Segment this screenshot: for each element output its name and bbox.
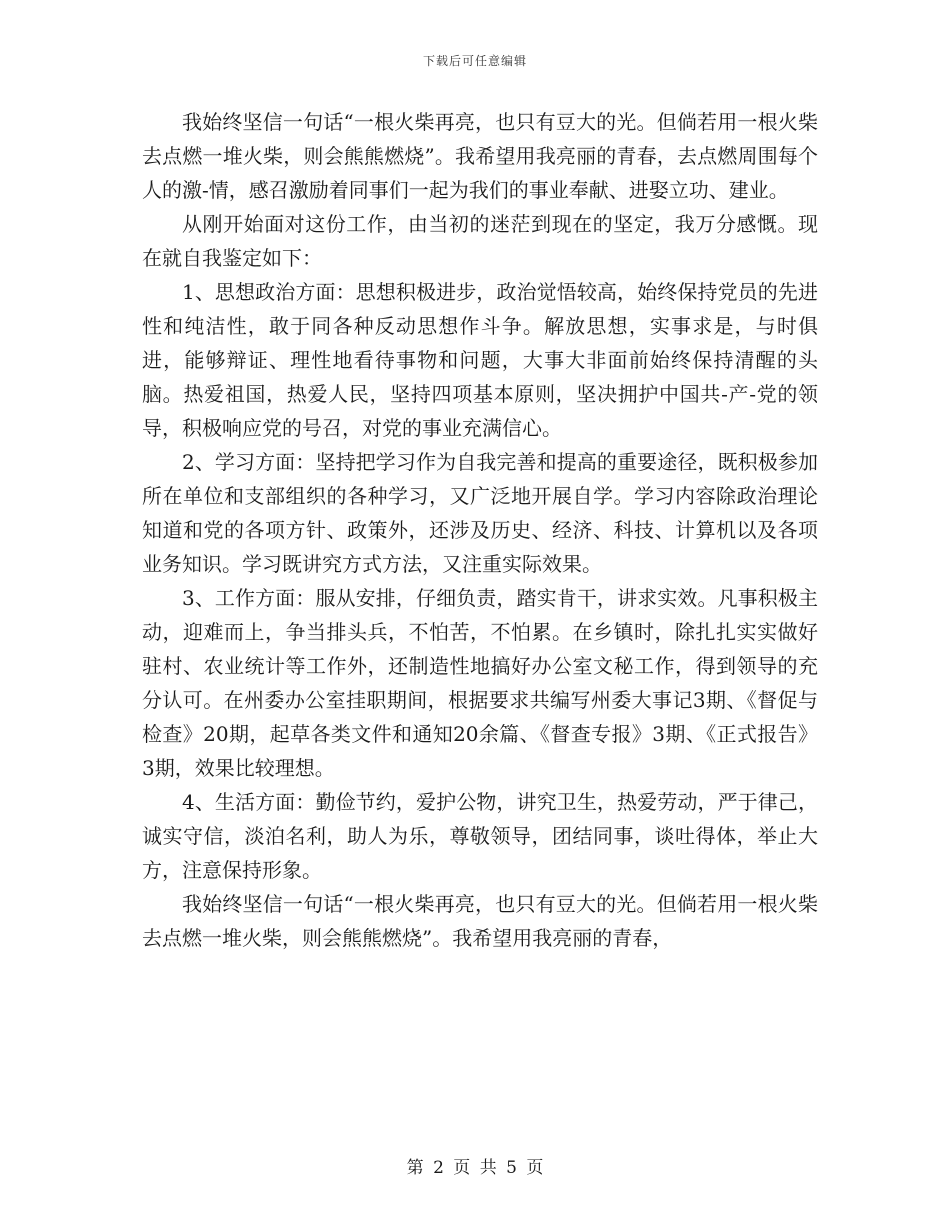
document-body — [142, 105, 818, 955]
paragraph-repeat: 我始终坚信一句话“一根火柴再亮，也只有豆大的光。但倘若用一根火柴去点燃一堆火柴，则会熊熊燃烧”。我希望用我亮丽的青春， — [142, 892, 818, 950]
paragraph-intro: 我始终坚信一句话“一根火柴再亮，也只有豆大的光。但倘若用一根火柴去点燃一堆火柴，则会熊熊燃烧”。我希望用我亮丽的青春，去点燃周围每个人的激-情，感召激励着同事们一起为我们的事业奉献、进娶立功、建业。 — [142, 110, 818, 202]
paragraph-life: 4、生活方面：勤俭节约，爱护公物，讲究卫生，热爱劳动，严于律己，诚实守信，淡泊名利，助人为乐，尊敬领导，团结同事，谈吐得体，举止大方，注意保持形象。 — [142, 790, 818, 882]
paragraph-work: 3、工作方面：服从安排，仔细负责，踏实肯干，讲求实效。凡事积极主动，迎难而上，争当排头兵，不怕苦，不怕累。在乡镇时，除扎扎实实做好驻村、农业统计等工作外，还制造性地搞好办公室文秘工作，得到领导的充分认可。在州委办公室挂职期间，根据要求共编写州委大事记3期、《督促与检查》20期，起草各类文件和通知20余篇、《督查专报》3期、《正式报告》3期，效果比较理想。 — [142, 586, 818, 780]
paragraph-study: 2、学习方面：坚持把学习作为自我完善和提高的重要途径，既积极参加所在单位和支部组织的各种学习，又广泛地开展自学。学习内容除政治理论知道和党的各项方针、政策外，还涉及历史、经济、科技、计算机以及各项业务知识。学习既讲究方式方法，又注重实际效果。 — [142, 450, 818, 576]
page-header: 下载后可任意编辑 — [422, 54, 527, 68]
paragraph-summary-lead: 从刚开始面对这份工作，由当初的迷茫到现在的坚定，我万分感慨。现在就自我鉴定如下： — [142, 212, 818, 270]
paragraph-political: 1、思想政治方面：思想积极进步，政治觉悟较高，始终保持党员的先进性和纯洁性，敢于同各种反动思想作斗争。解放思想，实事求是，与时俱进，能够辩证、理性地看待事物和问题，大事大非面前始终保持清醒的头脑。热爱祖国，热爱人民，坚持四项基本原则，坚决拥护中国共-产-党的领导，积极响应党的号召，对党的事业充满信心。 — [142, 280, 818, 440]
page-number: 第 2 页 共 5 页 — [406, 1158, 544, 1178]
